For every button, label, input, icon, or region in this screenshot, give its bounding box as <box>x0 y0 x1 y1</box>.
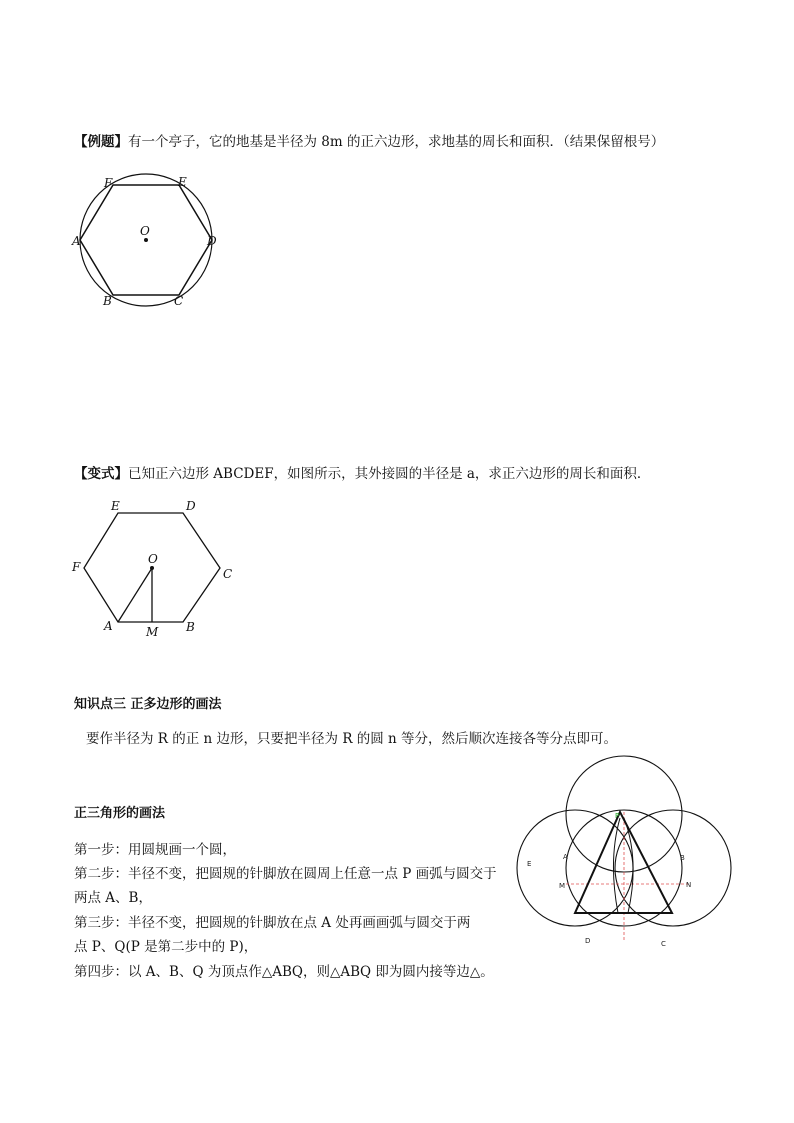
label-P: P <box>615 812 620 820</box>
label-C: C <box>661 940 666 948</box>
label-C: C <box>223 567 233 581</box>
label-A: A <box>563 853 568 861</box>
label-E: E <box>111 499 120 513</box>
label-F: F <box>104 176 113 190</box>
step3-line2: 点 P、Q(P 是第二步中的 P)， <box>74 939 258 955</box>
circle-centered-A <box>517 810 633 926</box>
label-O: O <box>140 224 150 238</box>
variant-tag: 【变式】 <box>74 466 128 482</box>
arc-inner <box>613 818 620 913</box>
label-B: B <box>680 854 685 862</box>
label-O: O <box>148 552 158 566</box>
triangle-method-title: 正三角形的画法 <box>74 806 166 821</box>
label-M: M <box>559 882 566 890</box>
label-D: D <box>186 499 196 513</box>
label-E: E <box>178 175 187 189</box>
section3-title: 知识点三 正多边形的画法 <box>74 697 222 712</box>
label-A: A <box>104 619 113 633</box>
step3-line1: 第三步：半径不变，把圆规的针脚放在点 A 处再画画弧与圆交于两 <box>74 915 471 931</box>
example-tag: 【例题】 <box>74 134 128 150</box>
step4: 第四步：以 A、B、Q 为顶点作△ABQ，则△ABQ 即为圆内接等边△。 <box>74 964 494 980</box>
example-text: 有一个亭子，它的地基是半径为 8m 的正六边形，求地基的周长和面积．（结果保留根号） <box>128 134 665 150</box>
label-E: E <box>527 860 532 868</box>
variant-text: 已知正六边形 ABCDEF，如图所示，其外接圆的半径是 a，求正六边形的周长和面积． <box>128 466 651 482</box>
section3-intro: 要作半径为 R 的正 n 边形，只要把半径为 R 的圆 n 等分，然后顺次连接各等分点即可。 <box>86 731 618 747</box>
step2-line2: 两点 A、B， <box>74 890 152 906</box>
arc-inner-2 <box>624 818 633 913</box>
label-B: B <box>103 294 112 308</box>
step1: 第一步：用圆规画一个圆， <box>74 842 236 858</box>
label-C: C <box>174 294 184 308</box>
label-D: D <box>207 234 217 248</box>
label-N: N <box>686 881 692 889</box>
label-D: D <box>585 937 591 945</box>
label-M: M <box>146 625 159 639</box>
step2-line1: 第二步：半径不变，把圆规的针脚放在圆周上任意一点 P 画弧与圆交于 <box>74 866 497 882</box>
label-B: B <box>186 620 195 634</box>
circle-centered-B <box>615 810 731 926</box>
label-A: A <box>72 234 81 248</box>
label-F: F <box>72 560 81 574</box>
